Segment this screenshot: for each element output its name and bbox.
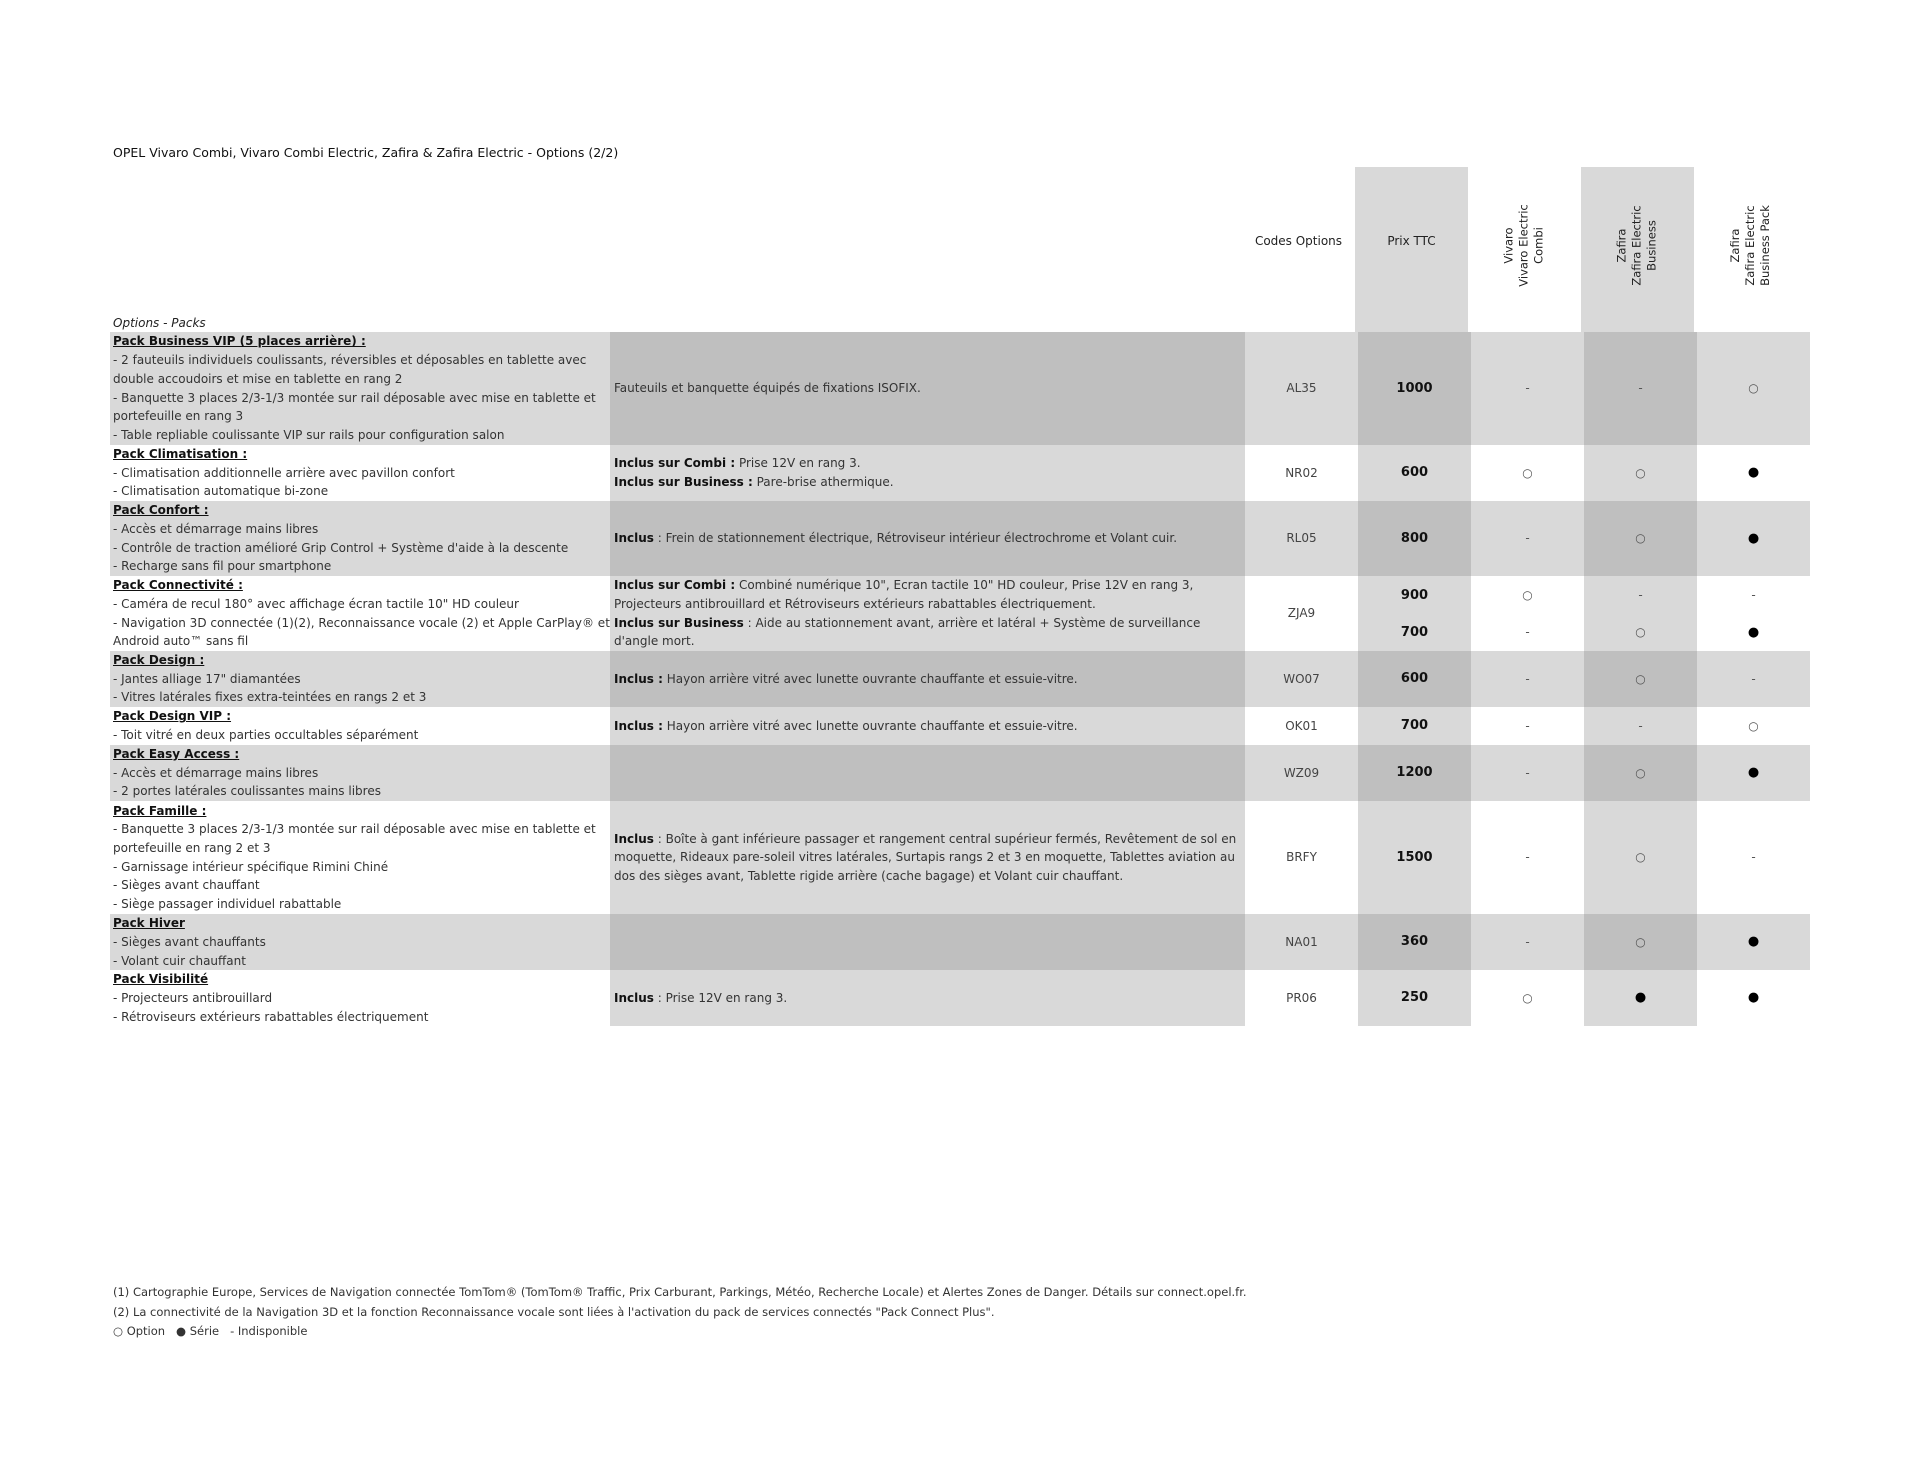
table-row <box>110 576 1810 651</box>
availability-symbol: ○ <box>1635 531 1646 546</box>
included-cell <box>610 914 1245 970</box>
pack-item: - Table repliable coulissante VIP sur rails pour configuration salon <box>113 427 505 442</box>
availability-symbol: ○ <box>1748 718 1759 733</box>
pack-name: Pack Connectivité : <box>113 578 243 593</box>
prix-header-bg <box>1355 167 1468 332</box>
pack-item: - Sièges avant chauffant <box>113 878 260 893</box>
pack-item: - Accès et démarrage mains libres <box>113 521 319 536</box>
option-code: ZJA9 <box>1245 576 1358 651</box>
price-cell <box>1358 914 1471 970</box>
pack-item: - Jantes alliage 17" diamantées <box>113 671 301 686</box>
vivaro-availability <box>1471 914 1584 970</box>
option-code: WZ09 <box>1245 745 1358 801</box>
included-line <box>614 379 1245 398</box>
pack-item: - Volant cuir chauffant <box>113 953 246 968</box>
vivaro-availability <box>1471 651 1584 707</box>
availability-symbol: ● <box>1747 934 1760 950</box>
included-label: Inclus : <box>614 671 663 686</box>
pack-cell <box>110 651 610 707</box>
pack-item: - Sièges avant chauffants <box>113 934 266 949</box>
availability-symbol: - <box>1525 718 1530 733</box>
pack-cell <box>110 801 610 914</box>
pack-cell <box>110 914 610 970</box>
pack-item: - Banquette 3 places 2/3-1/3 montée sur rail déposable avec mise en tablette et portefeuille en rang 2 et 3 <box>113 822 596 855</box>
table-row <box>110 651 1810 707</box>
availability-symbol: ○ <box>1635 850 1646 865</box>
availability-symbol: - <box>1525 531 1530 546</box>
pack-cell <box>110 576 610 651</box>
pack-name: Pack Climatisation : <box>113 447 248 461</box>
included-cell <box>610 445 1245 501</box>
pack-item: - 2 portes latérales coulissantes mains libres <box>113 784 381 799</box>
footnotes <box>113 1283 1247 1342</box>
included-label: Inclus sur Combi : <box>614 578 736 593</box>
included-line <box>614 670 1245 689</box>
availability-symbol: ○ <box>1635 465 1646 480</box>
included-line <box>614 614 1245 651</box>
availability-symbol: ○ <box>1635 671 1646 686</box>
option-code: PR06 <box>1245 970 1358 1026</box>
zafira-business-pack-availability <box>1697 576 1810 651</box>
availability-symbol: ● <box>1747 765 1760 781</box>
included-line <box>614 830 1245 886</box>
pack-item: - Climatisation automatique bi-zone <box>113 484 329 499</box>
price-value: 800 <box>1400 530 1429 546</box>
options-table <box>110 332 1810 1026</box>
included-cell <box>610 576 1245 651</box>
vivaro-availability <box>1471 745 1584 801</box>
header-zafira-business <box>1581 190 1694 300</box>
legend: ○ Option ● Série - Indisponible <box>113 1324 308 1338</box>
pack-cell <box>110 970 610 1026</box>
header-zafira-business-pack <box>1694 190 1807 300</box>
zafira-business-pack-availability <box>1697 914 1810 970</box>
included-line <box>614 576 1245 613</box>
table-row <box>110 914 1810 970</box>
price-value: 360 <box>1400 934 1429 950</box>
availability-symbol: ○ <box>1522 465 1533 480</box>
footnote-1: (1) Cartographie Europe, Services de Navigation connectée TomTom® (TomTom® Traffic, Prix Carburant, Parkings, Météo, Recherche Locale) et Alertes Zones de Danger. Détails sur connect.opel.fr. <box>113 1285 1247 1299</box>
included-line <box>614 454 1245 473</box>
pack-item: - Projecteurs antibrouillard <box>113 990 273 1005</box>
vivaro-availability <box>1471 501 1584 576</box>
header-vivaro <box>1468 190 1581 300</box>
table-row <box>110 501 1810 576</box>
price-value: 700 <box>1400 718 1429 734</box>
availability-symbol: - <box>1638 718 1643 733</box>
availability-symbol: ● <box>1747 530 1760 546</box>
included-line <box>614 529 1245 548</box>
table-row <box>110 801 1810 914</box>
zafira-business-pack-availability <box>1697 707 1810 745</box>
pack-item: - Rétroviseurs extérieurs rabattables électriquement <box>113 1009 429 1024</box>
availability-symbol: - <box>1525 934 1530 949</box>
zafira-business-availability <box>1584 801 1697 914</box>
pack-name: Pack Design : <box>113 652 205 667</box>
pack-item: - Caméra de recul 180° avec affichage écran tactile 10" HD couleur <box>113 596 519 611</box>
pack-name: Pack Design VIP : <box>113 709 232 724</box>
zafira-business-availability <box>1584 332 1697 445</box>
included-label: Inclus <box>614 990 654 1005</box>
pack-name: Pack Hiver <box>113 916 185 931</box>
zafira-business-availability <box>1584 445 1697 501</box>
pack-cell <box>110 501 610 576</box>
price-value: 600 <box>1400 465 1429 481</box>
price-cell <box>1358 970 1471 1026</box>
availability-symbol: ● <box>1747 990 1760 1006</box>
pack-item: - Contrôle de traction amélioré Grip Control + Système d'aide à la descente <box>113 540 569 555</box>
availability-symbol: ○ <box>1635 934 1646 949</box>
availability-symbol: ○ <box>1522 990 1533 1005</box>
price-value: 1200 <box>1396 765 1433 781</box>
vivaro-availability <box>1471 707 1584 745</box>
pack-cell <box>110 445 610 501</box>
price-cell <box>1358 651 1471 707</box>
vivaro-availability <box>1471 801 1584 914</box>
availability-symbol: - <box>1525 381 1530 396</box>
zafira-business-pack-availability <box>1697 801 1810 914</box>
availability-symbol: - <box>1638 587 1643 602</box>
price-cell <box>1358 707 1471 745</box>
availability-symbol: - <box>1525 765 1530 780</box>
vivaro-availability <box>1471 445 1584 501</box>
vivaro-availability <box>1471 970 1584 1026</box>
pack-item: - Recharge sans fil pour smartphone <box>113 559 332 574</box>
table-row <box>110 745 1810 801</box>
zafira-business-availability <box>1584 651 1697 707</box>
pack-name: Pack Visibilité <box>113 972 209 987</box>
option-code: AL35 <box>1245 332 1358 445</box>
zafira-business-pack-availability <box>1697 332 1810 445</box>
included-cell <box>610 801 1245 914</box>
pack-name: Pack Confort : <box>113 503 209 518</box>
zafira-business-availability <box>1584 970 1697 1026</box>
page-title: OPEL Vivaro Combi, Vivaro Combi Electric, Zafira & Zafira Electric - Options (2/2) <box>113 145 619 160</box>
pack-item: - Navigation 3D connectée (1)(2), Reconnaissance vocale (2) et Apple CarPlay® et Android auto™ sans fil <box>113 615 610 649</box>
pack-item: - Banquette 3 places 2/3-1/3 montée sur rail déposable avec mise en tablette et portefeuille en rang 3 <box>113 390 596 424</box>
price-cell <box>1358 576 1471 651</box>
pack-cell <box>110 707 610 745</box>
availability-symbol: - <box>1638 381 1643 396</box>
header-zafira-label: Zafira Zafira Electric Business <box>1615 204 1659 286</box>
price-value: 1000 <box>1396 380 1433 396</box>
included-text: : Aide au stationnement avant, arrière et latéral + Système de surveillance d'angle mort. <box>614 615 1201 649</box>
availability-symbol: ● <box>1747 624 1760 640</box>
header-zafira-pack-label: Zafira Zafira Electric Business Pack <box>1727 204 1772 286</box>
included-text: : Boîte à gant inférieure passager et rangement central supérieur fermés, Revêtement de sol en moquette, Rideaux pare-soleil vitres latérales, Surtapis rangs 2 et 3 en moquette, Tablettes aviation au dos des sièges avant, Tablette rigide arrière (cache bagage) et Volant cuir chauffant. <box>614 831 1237 883</box>
included-label: Inclus sur Business <box>614 615 744 630</box>
pack-item: - 2 fauteuils individuels coulissants, réversibles et déposables en tablette avec double accoudoirs et mise en tablette en rang 2 <box>113 353 587 386</box>
zafira-business-pack-availability <box>1697 970 1810 1026</box>
table-row <box>110 707 1810 745</box>
availability-symbol: ○ <box>1748 381 1759 396</box>
option-code: BRFY <box>1245 801 1358 914</box>
included-text: Hayon arrière vitré avec lunette ouvrante chauffante et essuie-vitre. <box>662 718 1078 733</box>
pack-cell <box>110 332 610 445</box>
vivaro-availability <box>1471 576 1584 651</box>
included-cell <box>610 707 1245 745</box>
included-label: Inclus sur Business : <box>614 475 753 490</box>
pack-item: - Siège passager individuel rabattable <box>113 897 342 912</box>
availability-symbol: ○ <box>1635 624 1646 639</box>
included-line <box>614 717 1245 736</box>
availability-symbol: - <box>1751 671 1756 686</box>
price-value: 700 <box>1400 624 1429 640</box>
price-value: 250 <box>1400 990 1429 1006</box>
included-cell <box>610 651 1245 707</box>
pack-item: - Climatisation additionnelle arrière avec pavillon confort <box>113 465 455 480</box>
pack-item: - Garnissage intérieur spécifique Rimini Chiné <box>113 859 389 874</box>
price-value: 1500 <box>1396 849 1433 865</box>
table-row <box>110 970 1810 1026</box>
included-text: Fauteuils et banquette équipés de fixations ISOFIX. <box>614 381 921 396</box>
availability-symbol: - <box>1751 587 1756 602</box>
pack-name: Pack Easy Access : <box>113 747 240 762</box>
price-cell <box>1358 332 1471 445</box>
option-code: RL05 <box>1245 501 1358 576</box>
availability-symbol: ● <box>1634 990 1647 1006</box>
option-code: NR02 <box>1245 445 1358 501</box>
option-code: OK01 <box>1245 707 1358 745</box>
zafira-business-pack-availability <box>1697 445 1810 501</box>
included-text: Combiné numérique 10", Ecran tactile 10" HD couleur, Prise 12V en rang 3, Projecteurs antibrouillard et Rétroviseurs extérieurs rabattables électriquement. <box>614 578 1194 611</box>
option-code: WO07 <box>1245 651 1358 707</box>
availability-symbol: - <box>1525 850 1530 865</box>
price-value: 600 <box>1400 671 1429 687</box>
availability-symbol: - <box>1751 850 1756 865</box>
price-cell <box>1358 445 1471 501</box>
availability-symbol: - <box>1525 624 1530 639</box>
availability-symbol: ○ <box>1522 587 1533 602</box>
included-text: Hayon arrière vitré avec lunette ouvrante chauffante et essuie-vitre. <box>662 671 1078 686</box>
zafira-business-pack-availability <box>1697 651 1810 707</box>
pack-cell <box>110 745 610 801</box>
pack-item: - Accès et démarrage mains libres <box>113 765 319 780</box>
pack-name: Pack Business VIP (5 places arrière) : <box>113 334 366 349</box>
table-row <box>110 445 1810 501</box>
zafira-business-availability <box>1584 501 1697 576</box>
availability-symbol: ○ <box>1635 765 1646 780</box>
header-prix-ttc: Prix TTC <box>1387 234 1436 248</box>
availability-symbol: ● <box>1747 465 1760 481</box>
pack-item: - Toit vitré en deux parties occultables séparément <box>113 728 419 743</box>
included-cell <box>610 745 1245 801</box>
included-label: Inclus : <box>614 718 663 733</box>
included-cell <box>610 332 1245 445</box>
pack-item: - Vitres latérales fixes extra-teintées en rangs 2 et 3 <box>113 690 427 705</box>
pack-name: Pack Famille : <box>113 803 207 818</box>
vivaro-availability <box>1471 332 1584 445</box>
included-label: Inclus <box>614 831 654 846</box>
zafira-business-pack-availability <box>1697 745 1810 801</box>
included-cell <box>610 501 1245 576</box>
included-text: : Prise 12V en rang 3. <box>653 990 788 1005</box>
section-title: Options - Packs <box>113 316 206 330</box>
table-row <box>110 332 1810 445</box>
price-value: 900 <box>1400 587 1429 603</box>
header-codes-options: Codes Options <box>1254 234 1343 248</box>
availability-symbol: - <box>1525 671 1530 686</box>
zafira-business-availability <box>1584 745 1697 801</box>
zafira-business-availability <box>1584 914 1697 970</box>
option-code: NA01 <box>1245 914 1358 970</box>
price-cell <box>1358 801 1471 914</box>
header-vivaro-label: Vivaro Vivaro Electric Combi <box>1501 203 1546 287</box>
footnote-2: (2) La connectivité de la Navigation 3D et la fonction Reconnaissance vocale sont liées à l'activation du pack de services connectés "Pack Connect Plus". <box>113 1304 995 1319</box>
included-text: Prise 12V en rang 3. <box>735 456 861 471</box>
zafira-business-pack-availability <box>1697 501 1810 576</box>
price-cell <box>1358 745 1471 801</box>
included-line <box>614 989 1245 1008</box>
included-label: Inclus sur Combi : <box>614 456 736 471</box>
included-text: Pare-brise athermique. <box>752 475 894 490</box>
zafira-business-availability <box>1584 707 1697 745</box>
included-line <box>614 473 1245 492</box>
zafira-business-availability <box>1584 576 1697 651</box>
included-cell <box>610 970 1245 1026</box>
included-text: : Frein de stationnement électrique, Rétroviseur intérieur électrochrome et Volant cuir. <box>653 531 1178 546</box>
price-cell <box>1358 501 1471 576</box>
included-label: Inclus <box>614 531 654 546</box>
